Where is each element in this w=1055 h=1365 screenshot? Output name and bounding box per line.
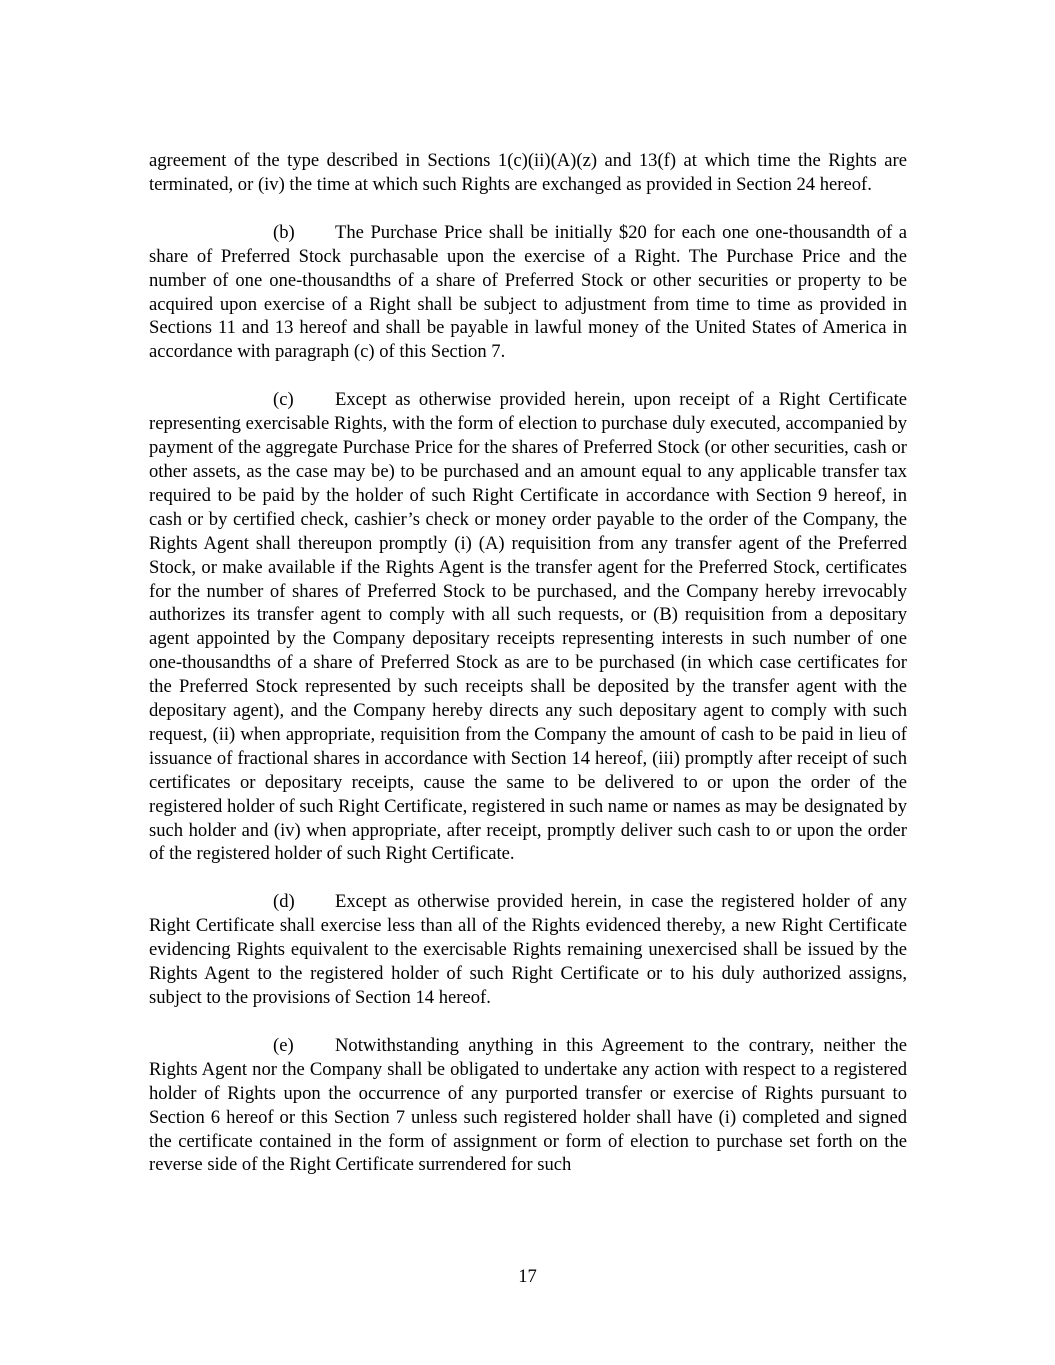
paragraph-d bbox=[149, 890, 907, 1010]
paragraph-label: (e) bbox=[273, 1034, 294, 1056]
paragraph-label: (b) bbox=[273, 221, 295, 243]
paragraph-text: The Purchase Price shall be initially $20 for each one one-thousandth of a share of Preferred Stock purchasable upon the exercise of a Right. The Purchase Price and the number of one one-thousandths of a share of Preferred Stock or other securities or property to be acquired upon exercise of a Right shall be subject to adjustment from time to time as provided in Sections 11 and 13 hereof and shall be payable in lawful money of the United States of America in accordance with paragraph (c) of this Section 7. bbox=[149, 221, 907, 363]
paragraph-continuation bbox=[149, 149, 907, 197]
paragraph-b bbox=[149, 221, 907, 364]
page-number: 17 bbox=[518, 1266, 537, 1287]
document-body bbox=[149, 149, 907, 1201]
paragraph-text: Except as otherwise provided herein, in case the registered holder of any Right Certificate shall exercise less than all of the Rights evidenced thereby, a new Right Certificate evidencing Rights equivalent to the exercisable Rights remaining unexercised shall be issued by the Rights Agent to the registered holder of such Right Certificate or to his duly authorized assigns, subject to the provisions of Section 14 hereof. bbox=[149, 891, 907, 1008]
paragraph-label: (c) bbox=[273, 389, 294, 411]
paragraph-e bbox=[149, 1034, 907, 1177]
paragraph-text: agreement of the type described in Sections 1(c)(ii)(A)(z) and 13(f) at which time the Rights are terminated, or (iv) the time at which such Rights are exchanged as provided in Section 24 hereof. bbox=[149, 150, 907, 195]
paragraph-label: (d) bbox=[273, 891, 295, 913]
paragraph-text: Except as otherwise provided herein, upon receipt of a Right Certificate representing exercisable Rights, with the form of election to purchase duly executed, accompanied by payment of the aggregate Purchase Price for the shares of Preferred Stock (or other securities, cash or other assets, as the case may be) to be purchased and an amount equal to any applicable transfer tax required to be paid by the holder of such Right Certificate in accordance with Section 9 hereof, in cash or by certified check, cashier’s check or money order payable to the order of the Company, the Rights Agent shall thereupon promptly (i) (A) requisition from any transfer agent of the Preferred Stock, or make available if the Rights Agent is the transfer agent for the Preferred Stock, certificates for the number of shares of Preferred Stock to be purchased, and the Company hereby irrevocably authorizes its transfer agent to comply with all such requests, or (B) requisition from a depositary agent appointed by the Company depositary receipts representing interests in such number of one one-thousandths of a share of Preferred Stock as are to be purchased (in which case certificates for the Preferred Stock represented by such receipts shall be deposited by the transfer agent with the depositary agent), and the Company hereby directs any such depositary agent to comply with such request, (ii) when appropriate, requisition from the Company the amount of cash to be paid in lieu of issuance of fractional shares in accordance with Section 14 hereof, (iii) promptly after receipt of such certificates or depositary receipts, cause the same to be delivered to or upon the order of the registered holder of such Right Certificate, registered in such name or names as may be designated by such holder and (iv) when appropriate, after receipt, promptly deliver such cash to or upon the order of the registered holder of such Right Certificate. bbox=[149, 389, 907, 865]
paragraph-c bbox=[149, 388, 907, 866]
paragraph-text: Notwithstanding anything in this Agreement to the contrary, neither the Rights Agent nor the Company shall be obligated to undertake any action with respect to a registered holder of Rights upon the occurrence of any purported transfer or exercise of Rights pursuant to Section 6 hereof or this Section 7 unless such registered holder shall have (i) completed and signed the certificate contained in the form of assignment or form of election to purchase set forth on the reverse side of the Right Certificate surrendered for such bbox=[149, 1034, 907, 1176]
